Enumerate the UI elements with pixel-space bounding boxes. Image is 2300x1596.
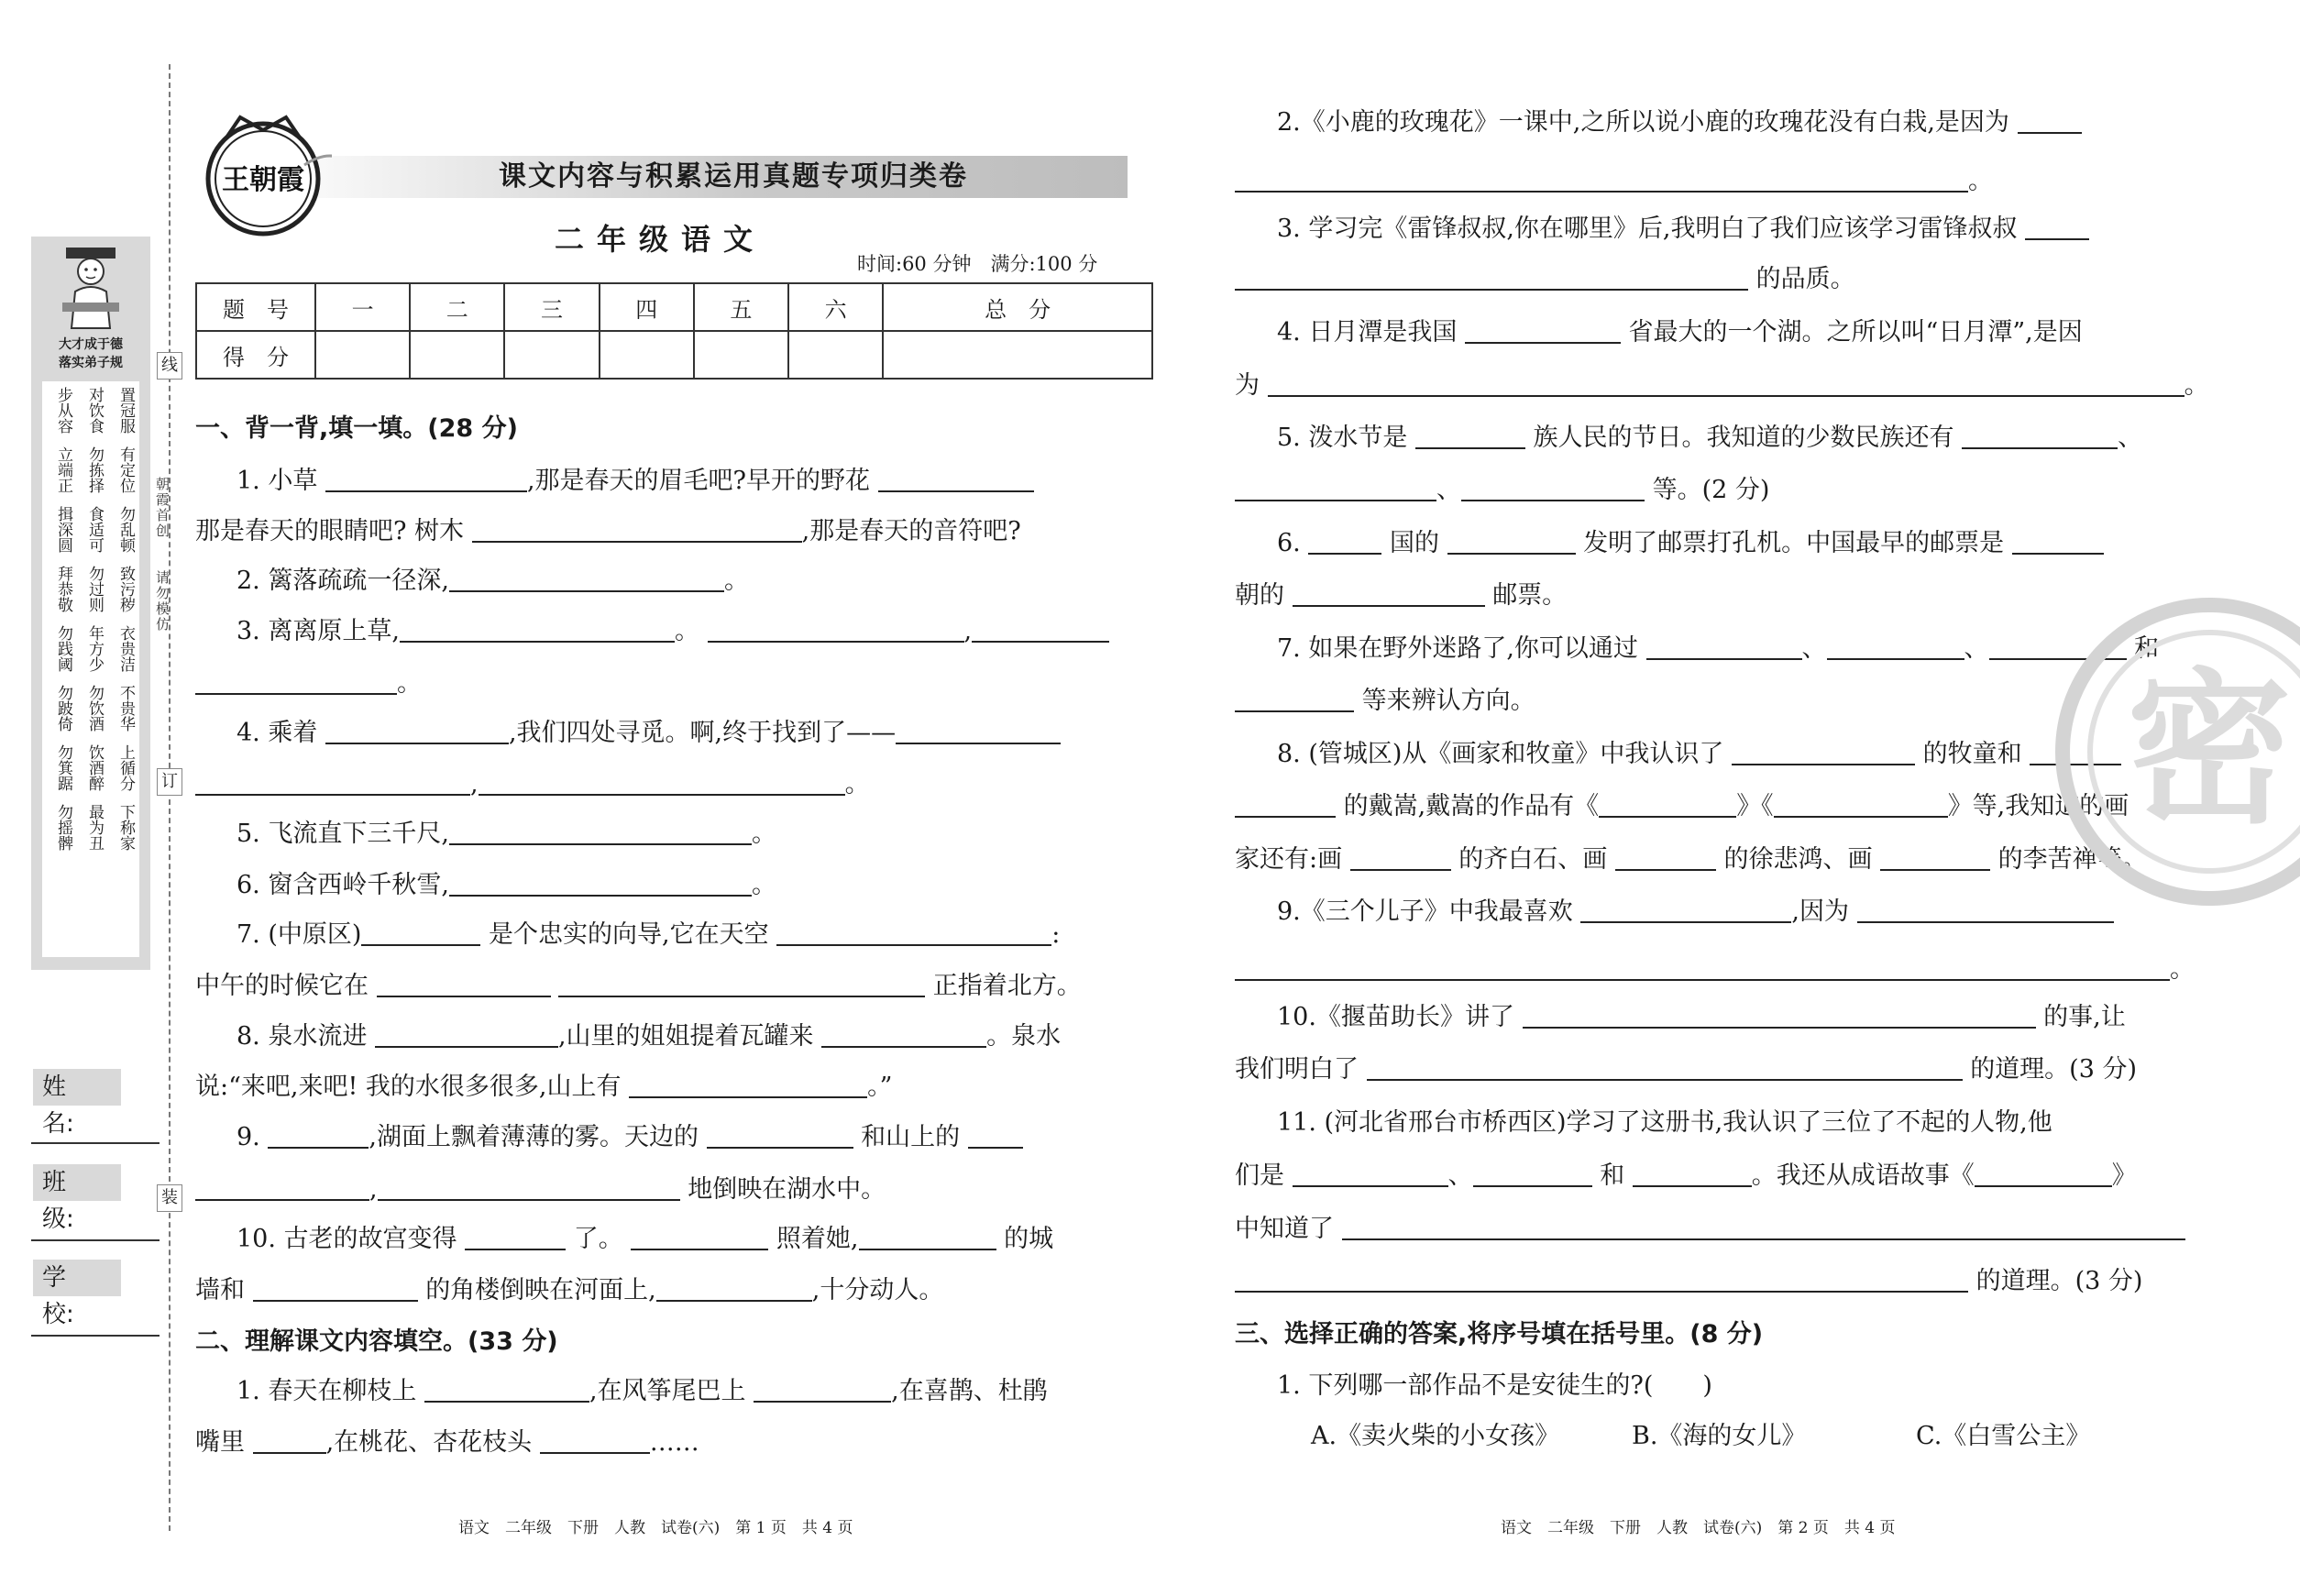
answer-blank[interactable]: [1342, 1215, 2185, 1240]
school-field[interactable]: [31, 1335, 160, 1337]
rule: 勿乱顿: [116, 506, 135, 553]
question-10-cont: 墙和 的角楼倒映在河面上, ,十分动人。: [195, 1276, 944, 1304]
rule: 勿摇髀: [54, 804, 72, 851]
r-question-8: 8. (管城区)从《画家和牧童》中我认识了 的牧童和: [1277, 738, 2121, 771]
r-question-11-cont: 们是 、 和 。我还从成语故事《 》: [1235, 1161, 2137, 1190]
answer-blank[interactable]: [2012, 529, 2104, 555]
rule: 揖深圆: [54, 506, 72, 553]
question-3: 3. 离离原上草, 。 ,: [237, 615, 1109, 648]
r-question-9-cont: 。: [1235, 953, 2195, 986]
answer-blank[interactable]: [1308, 529, 1381, 555]
r-question-2-cont: 。: [1235, 165, 1993, 198]
score-cell: 六: [788, 283, 883, 331]
answer-blank[interactable]: [1827, 634, 1964, 660]
question-5: 5. 飞流直下三千尺, 。: [237, 820, 776, 848]
answer-blank[interactable]: [449, 567, 724, 592]
answer-blank[interactable]: [859, 1225, 996, 1250]
r-question-4-cont: 为 。: [1235, 371, 2209, 400]
margin-note: 朝霞首创: [154, 477, 171, 539]
question-10: 10. 古老的故宫变得 了。 照着她, 的城: [237, 1225, 1054, 1253]
time-info: 时间:60 分钟 满分:100 分: [857, 253, 1098, 275]
answer-blank[interactable]: [896, 719, 1061, 744]
rule: 勿拣择: [85, 446, 104, 493]
r-question-11: 11. (河北省邢台市桥西区)学习了这册书,我认识了三位了不起的人物,他: [1277, 1108, 2052, 1137]
answer-blank[interactable]: [1633, 1161, 1752, 1187]
answer-blank[interactable]: [629, 1073, 867, 1098]
answer-blank[interactable]: [968, 1123, 1023, 1149]
score-cell: 总 分: [883, 283, 1152, 331]
question-9: 9. ,湖面上飘着薄薄的雾。天边的 和山上的: [237, 1121, 1023, 1154]
answer-blank[interactable]: [361, 920, 480, 946]
answer-blank[interactable]: [472, 517, 802, 543]
answer-blank[interactable]: [1367, 1055, 1963, 1081]
rules-text: [42, 381, 139, 957]
score-cell: 五: [694, 283, 788, 331]
answer-blank[interactable]: [449, 820, 752, 845]
score-input[interactable]: [410, 331, 504, 379]
answer-blank[interactable]: [972, 617, 1109, 643]
question-8-cont: 说:“来吧,来吧! 我的水很多很多,山上有 。”: [195, 1073, 893, 1101]
score-cell: 一: [315, 283, 410, 331]
answer-blank[interactable]: [325, 467, 527, 492]
r-question-5-cont: 、 等。(2 分): [1235, 474, 1769, 507]
r-question-3: 3. 学习完《雷锋叔叔,你在哪里》后,我明白了我们应该学习雷锋叔叔: [1277, 213, 2089, 246]
r-question-3-cont: 的品质。: [1235, 263, 1855, 296]
logo-text: 王朝霞: [222, 164, 304, 196]
rule: 有定位: [116, 446, 135, 493]
answer-blank[interactable]: [1461, 476, 1645, 501]
cut-line: [169, 64, 171, 1531]
secret-stamp-icon: [2026, 587, 2300, 917]
score-input[interactable]: [600, 331, 694, 379]
section-1-heading: 一、背一背,填一填。(28 分): [195, 414, 518, 443]
score-input[interactable]: [315, 331, 410, 379]
score-table: [195, 282, 1153, 380]
question-6: 6. 窗含西岭千秋雪, 。: [237, 871, 776, 899]
answer-blank[interactable]: [1523, 1003, 2036, 1029]
answer-blank[interactable]: [1774, 792, 1948, 818]
question-1: 1. 小草 ,那是春天的眉毛吧?早开的野花: [237, 465, 1034, 498]
answer-blank[interactable]: [558, 972, 925, 997]
answer-blank[interactable]: [1473, 1161, 1592, 1187]
answer-blank[interactable]: [1415, 424, 1525, 449]
r-question-10: 10.《揠苗助长》讲了 的事,让: [1277, 1003, 2126, 1031]
rule: 勿箕踞: [54, 744, 72, 791]
r-question-5: 5. 泼水节是 族人民的节日。我知道的少数民族还有 、: [1277, 424, 2143, 452]
margin-note: 请勿模仿: [154, 570, 171, 633]
page-title: 课文内容与积累运用真题专项归类卷: [499, 160, 968, 193]
answer-blank[interactable]: [268, 1123, 369, 1149]
r-question-10-cont: 我们明白了 的道理。(3 分): [1235, 1055, 2138, 1084]
question-7: 7. (中原区) 是个忠实的向导,它在天空 :: [237, 920, 1061, 949]
answer-blank[interactable]: [195, 1175, 369, 1201]
answer-blank[interactable]: [1962, 424, 2118, 449]
s2-question-1: 1. 春天在柳枝上 ,在风筝尾巴上 ,在喜鹊、杜鹃: [237, 1377, 1048, 1405]
answer-blank[interactable]: [1235, 1267, 1968, 1293]
rule: 食适可: [85, 506, 104, 553]
r-question-7: 7. 如果在野外迷路了,你可以通过 、 、 和: [1277, 634, 2160, 663]
rule: 下称家: [116, 804, 135, 851]
answer-blank[interactable]: [375, 1022, 558, 1048]
rule: 饮酒醉: [85, 744, 104, 791]
answer-blank[interactable]: [708, 617, 964, 643]
r-question-6: 6. 国的 发明了邮票打孔机。中国最早的邮票是: [1277, 527, 2104, 560]
answer-blank[interactable]: [1235, 265, 1748, 291]
r-question-7-cont: 等来辨认方向。: [1235, 685, 1535, 718]
rule: 置冠服: [116, 387, 135, 434]
answer-blank[interactable]: [1580, 897, 1791, 923]
question-7-cont: 中午的时候它在 正指着北方。: [195, 972, 1082, 1000]
motto: 大才成于德 落实弟子规: [59, 337, 123, 370]
answer-blank[interactable]: [1615, 845, 1716, 871]
answer-blank[interactable]: [707, 1123, 853, 1149]
s2-question-1-cont: 嘴里 ,在桃花、杏花枝头 ……: [195, 1428, 699, 1457]
answer-blank[interactable]: [400, 617, 675, 643]
question-9-cont: , 地倒映在湖水中。: [195, 1173, 886, 1206]
answer-blank[interactable]: [631, 1225, 768, 1250]
seal-mark-xian: 线: [157, 352, 182, 380]
section-2-heading: 二、理解课文内容填空。(33 分): [195, 1327, 558, 1356]
r-question-2: 2.《小鹿的玫瑰花》一课中,之所以说小鹿的玫瑰花没有白栽,是因为: [1277, 106, 2082, 139]
rule: 年方少: [85, 625, 104, 672]
score-cell: 题 号: [196, 283, 315, 331]
rule: 勿过则: [85, 566, 104, 612]
r-question-4: 4. 日月潭是我国 省最大的一个湖。之所以叫“日月潭”,是因: [1277, 318, 2083, 347]
score-header-row: [196, 283, 1152, 331]
answer-blank[interactable]: [195, 669, 397, 695]
rule: 勿践阈: [54, 625, 72, 672]
score-cell: 二: [410, 283, 504, 331]
score-cell: 得 分: [196, 331, 315, 379]
rule: 勿跛倚: [54, 685, 72, 732]
option-c[interactable]: C.《白雪公主》: [1916, 1422, 2091, 1450]
answer-blank[interactable]: [378, 1175, 680, 1201]
rule: 步从容: [54, 387, 72, 434]
name-label: 姓 名:: [33, 1069, 121, 1106]
logo-emblem: [194, 110, 332, 248]
answer-blank[interactable]: [1235, 167, 1968, 193]
answer-blank[interactable]: [1599, 792, 1736, 818]
seal-mark-zhuang: 装: [157, 1184, 182, 1212]
answer-blank[interactable]: [2018, 108, 2082, 134]
score-input[interactable]: [694, 331, 788, 379]
answer-blank[interactable]: [1235, 792, 1336, 818]
class-field[interactable]: [31, 1239, 160, 1241]
question-8: 8. 泉水流进 ,山里的姐姐提着瓦罐来 。泉水: [237, 1022, 1062, 1051]
answer-blank[interactable]: [776, 920, 1051, 946]
score-input[interactable]: [788, 331, 883, 379]
answer-blank[interactable]: [449, 871, 752, 897]
score-cell: 三: [504, 283, 599, 331]
r-question-6-cont: 朝的 邮票。: [1235, 581, 1568, 610]
question-4-cont: , 。: [195, 768, 870, 801]
score-input[interactable]: [504, 331, 599, 379]
answer-blank[interactable]: [878, 467, 1034, 492]
answer-blank[interactable]: [1880, 845, 1990, 871]
answer-blank[interactable]: [540, 1428, 650, 1454]
answer-blank[interactable]: [465, 1225, 566, 1250]
answer-blank[interactable]: [479, 770, 845, 796]
rule: 最为丑: [85, 804, 104, 851]
score-value-row: [196, 331, 1152, 379]
answer-blank[interactable]: [821, 1022, 986, 1048]
rule: 致污秽: [116, 566, 135, 612]
answer-blank[interactable]: [377, 972, 551, 997]
question-3-cont: 。: [195, 667, 422, 700]
option-b[interactable]: B.《海的女儿》: [1632, 1422, 1807, 1450]
answer-blank[interactable]: [253, 1428, 326, 1454]
answer-blank[interactable]: [1732, 740, 1915, 765]
r-question-9: 9.《三个儿子》中我最喜欢 ,因为: [1277, 896, 2114, 929]
rules-panel: [31, 237, 150, 970]
section-3-heading: 三、选择正确的答案,将序号填在括号里。(8 分): [1235, 1320, 1764, 1348]
class-label: 班 级:: [33, 1164, 121, 1201]
rule: 上循分: [116, 744, 135, 791]
answer-blank[interactable]: [1975, 1161, 2112, 1187]
r-question-11-cont2: 中知道了: [1235, 1213, 2185, 1246]
question-4: 4. 乘着 ,我们四处寻觅。啊,终于找到了——: [237, 717, 1061, 750]
r-question-8-cont2: 家还有:画 的齐白石、画 的徐悲鸿、画 的李苦禅等。: [1235, 845, 2147, 874]
option-a[interactable]: A.《卖火柴的小女孩》: [1311, 1422, 1560, 1450]
answer-blank[interactable]: [1293, 1161, 1448, 1187]
answer-blank[interactable]: [1293, 581, 1485, 607]
answer-blank[interactable]: [1235, 687, 1354, 712]
r-question-11-cont3: 的道理。(3 分): [1235, 1265, 2142, 1298]
rule: 勿饮酒: [85, 685, 104, 732]
answer-blank[interactable]: [325, 719, 509, 744]
page-footer-left: 语文 二年级 下册 人教 试卷(六) 第 1 页 共 4 页: [458, 1519, 853, 1537]
answer-blank[interactable]: [2025, 215, 2089, 240]
rule: 对饮食: [85, 387, 104, 434]
school-label: 学 校:: [33, 1260, 121, 1296]
rule: 立端正: [54, 446, 72, 493]
stamp-text: 密: [2126, 655, 2293, 846]
answer-blank[interactable]: [1350, 845, 1451, 871]
rule: 衣贵洁: [116, 625, 135, 672]
answer-blank[interactable]: [1465, 318, 1621, 344]
subject-heading: 二年级语文: [554, 222, 765, 257]
answer-blank[interactable]: [754, 1377, 891, 1403]
answer-blank[interactable]: [253, 1276, 418, 1302]
answer-blank[interactable]: [1235, 476, 1436, 501]
answer-blank[interactable]: [1268, 371, 2184, 397]
answer-blank[interactable]: [656, 1276, 812, 1302]
s3-question-1: 1. 下列哪一部作品不是安徒生的?( ): [1277, 1371, 1712, 1400]
question-1-cont: 那是春天的眼睛吧? 树木 ,那是春天的音符吧?: [195, 517, 1021, 545]
r-question-8-cont: 的戴嵩,戴嵩的作品有《 》《 》等,我知道的画: [1235, 790, 2129, 823]
score-cell: 四: [600, 283, 694, 331]
scholar-icon: [59, 244, 123, 332]
page-footer-right: 语文 二年级 下册 人教 试卷(六) 第 2 页 共 4 页: [1501, 1519, 1896, 1537]
answer-blank[interactable]: [424, 1377, 589, 1403]
answer-blank[interactable]: [1447, 529, 1576, 555]
seal-mark-ding: 订: [157, 768, 182, 796]
answer-blank[interactable]: [1235, 955, 2170, 981]
question-2: 2. 篱落疏疏一径深, 。: [237, 567, 749, 595]
answer-blank[interactable]: [1646, 634, 1802, 660]
name-field[interactable]: [31, 1142, 160, 1144]
rule: 拜恭敬: [54, 566, 72, 612]
rule: 不贵华: [116, 685, 135, 732]
score-input[interactable]: [883, 331, 1152, 379]
answer-blank[interactable]: [195, 770, 470, 796]
